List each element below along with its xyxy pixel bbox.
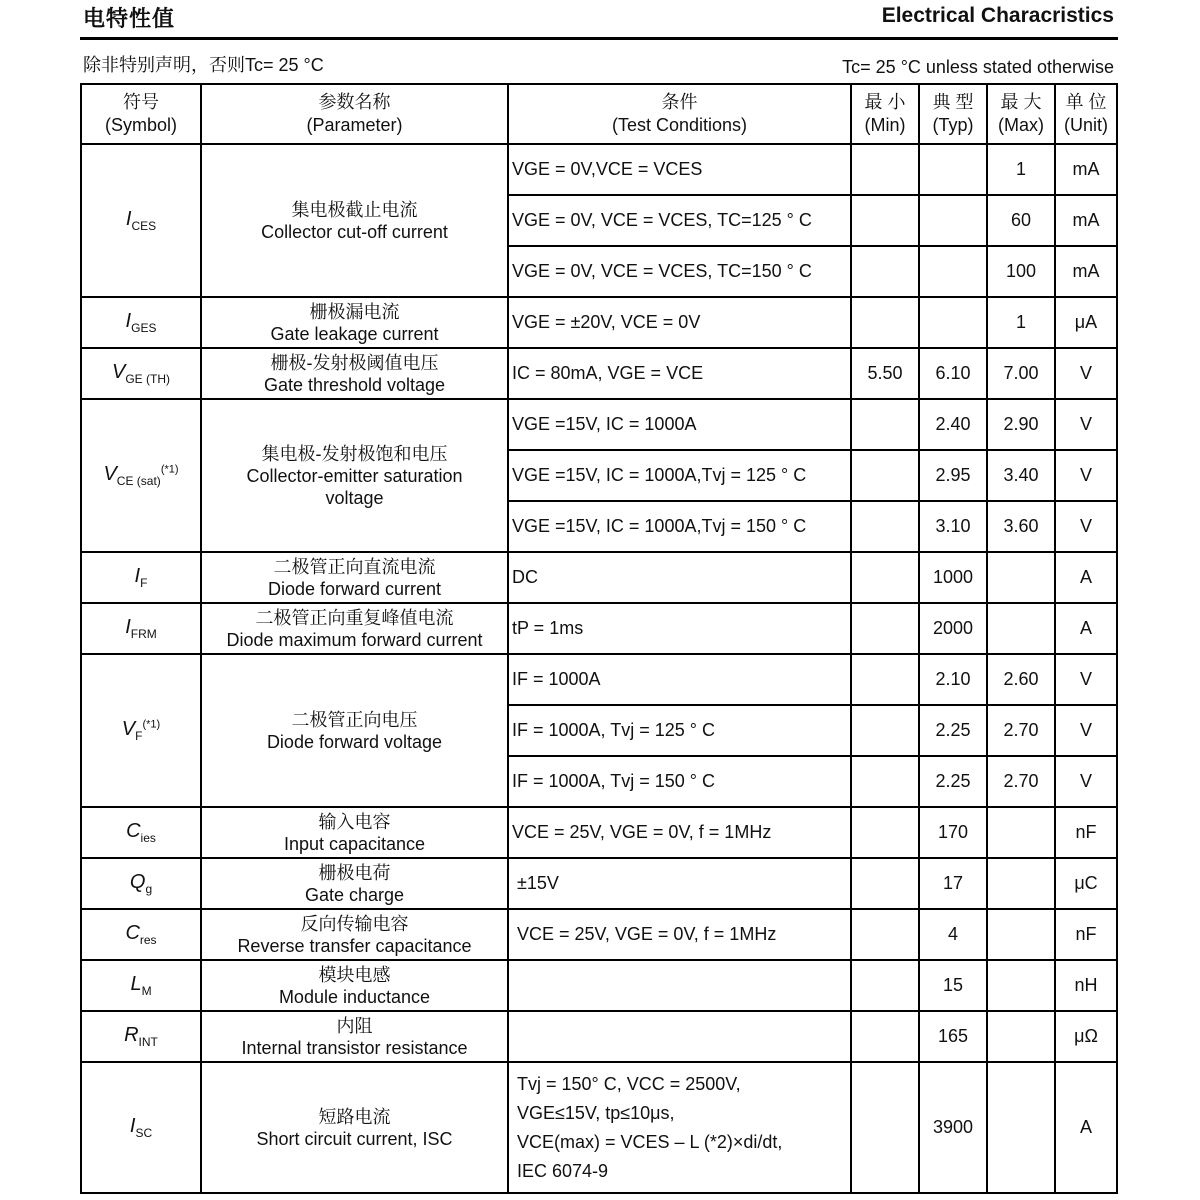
symbol-lm: $L_M$	[81, 960, 201, 1011]
condition-cell: VGE = 0V,VCE = VCES	[508, 144, 851, 195]
min-cell	[851, 654, 919, 705]
unit-cell: μA	[1055, 297, 1117, 348]
param-rint: 内阻 Internal transistor resistance	[201, 1011, 508, 1062]
min-cell	[851, 450, 919, 501]
symbol-ifrm: $I_{FRM}$	[81, 603, 201, 654]
header-symbol: 符号 (Symbol)	[81, 84, 201, 144]
param-cies: 输入电容 Input capacitance	[201, 807, 508, 858]
param-cres: 反向传输电容 Reverse transfer capacitance	[201, 909, 508, 960]
condition-line: IEC 6074-9	[517, 1160, 609, 1181]
note-chinese: 除非特别声明，否则Tc= 25 °C	[83, 55, 324, 75]
unit-cell: V	[1055, 399, 1117, 450]
table-row	[81, 1062, 1117, 1193]
unit-cell: mA	[1055, 195, 1117, 246]
table-row	[81, 1011, 1117, 1062]
min-cell	[851, 399, 919, 450]
min-cell	[851, 756, 919, 807]
min-cell	[851, 144, 919, 195]
typ-cell	[919, 144, 987, 195]
note-english: Tc= 25 °C unless stated otherwise	[842, 57, 1114, 77]
unit-cell: V	[1055, 705, 1117, 756]
header-max: 最 大 (Max)	[987, 84, 1055, 144]
typ-cell: 6.10	[919, 348, 987, 399]
symbol-if: $I_F$	[81, 552, 201, 603]
unit-cell: nH	[1055, 960, 1117, 1011]
header-conditions: 条件 (Test Conditions)	[508, 84, 851, 144]
unit-cell: mA	[1055, 246, 1117, 297]
unit-cell: V	[1055, 756, 1117, 807]
header-unit: 单 位 (Unit)	[1055, 84, 1117, 144]
condition-cell: IF = 1000A	[508, 654, 851, 705]
typ-cell: 4	[919, 909, 987, 960]
max-cell	[987, 960, 1055, 1011]
max-cell	[987, 603, 1055, 654]
param-isc: 短路电流 Short circuit current, ISC	[201, 1062, 508, 1193]
typ-cell: 3.10	[919, 501, 987, 552]
min-cell	[851, 705, 919, 756]
table-row	[81, 348, 1117, 399]
table-row	[81, 144, 1117, 195]
table-row	[81, 552, 1117, 603]
symbol-vf: $V_F^{(*1)}$	[81, 654, 201, 807]
symbol-qg: $Q_g$	[81, 858, 201, 909]
table-row	[81, 960, 1117, 1011]
max-cell: 2.70	[987, 705, 1055, 756]
unit-cell: A	[1055, 1062, 1117, 1193]
condition-line: Tvj = 150° C, VCC = 2500V,	[517, 1073, 741, 1094]
title-divider	[80, 37, 1118, 40]
condition-cell: VCE = 25V, VGE = 0V, f = 1MHz	[508, 807, 851, 858]
header-typ: 典 型 (Typ)	[919, 84, 987, 144]
max-cell: 7.00	[987, 348, 1055, 399]
symbol-iges: $I_{GES}$	[81, 297, 201, 348]
min-cell: 5.50	[851, 348, 919, 399]
min-cell	[851, 807, 919, 858]
header-parameter: 参数名称 (Parameter)	[201, 84, 508, 144]
unit-cell: μΩ	[1055, 1011, 1117, 1062]
max-cell: 60	[987, 195, 1055, 246]
condition-cell: VGE =15V, IC = 1000A,Tvj = 150 ° C	[508, 501, 851, 552]
min-cell	[851, 501, 919, 552]
condition-cell: VGE = 0V, VCE = VCES, TC=125 ° C	[508, 195, 851, 246]
max-cell	[987, 858, 1055, 909]
typ-cell: 2.40	[919, 399, 987, 450]
unit-cell: A	[1055, 552, 1117, 603]
typ-cell: 170	[919, 807, 987, 858]
max-cell	[987, 807, 1055, 858]
max-cell	[987, 1062, 1055, 1193]
min-cell	[851, 603, 919, 654]
min-cell	[851, 552, 919, 603]
symbol-cres: $C_{res}$	[81, 909, 201, 960]
condition-cell: VCE = 25V, VGE = 0V, f = 1MHz	[508, 909, 851, 960]
table-row	[81, 297, 1117, 348]
symbol-ices: $I_{CES}$	[81, 144, 201, 297]
unit-cell: A	[1055, 603, 1117, 654]
condition-cell: VGE = 0V, VCE = VCES, TC=150 ° C	[508, 246, 851, 297]
typ-cell: 2.25	[919, 705, 987, 756]
page-title-chinese: 电特性值	[83, 6, 176, 31]
typ-cell: 15	[919, 960, 987, 1011]
max-cell: 3.60	[987, 501, 1055, 552]
typ-cell: 1000	[919, 552, 987, 603]
symbol-cies: $C_{ies}$	[81, 807, 201, 858]
max-cell	[987, 552, 1055, 603]
param-vf: 二极管正向电压 Diode forward voltage	[201, 654, 508, 807]
typ-cell: 17	[919, 858, 987, 909]
table-row	[81, 603, 1117, 654]
condition-cell	[508, 960, 851, 1011]
max-cell: 2.60	[987, 654, 1055, 705]
min-cell	[851, 909, 919, 960]
min-cell	[851, 297, 919, 348]
max-cell: 2.70	[987, 756, 1055, 807]
max-cell: 1	[987, 144, 1055, 195]
condition-line: VCE(max) = VCES – L (*2)×di/dt,	[517, 1131, 783, 1152]
min-cell	[851, 858, 919, 909]
condition-cell	[508, 1062, 851, 1193]
symbol-isc: $I_{SC}$	[81, 1062, 201, 1193]
table-row	[81, 909, 1117, 960]
param-qg: 栅极电荷 Gate charge	[201, 858, 508, 909]
param-vgeth: 栅极-发射极阈值电压 Gate threshold voltage	[201, 348, 508, 399]
unit-cell: μC	[1055, 858, 1117, 909]
typ-cell: 2.25	[919, 756, 987, 807]
condition-cell: VGE =15V, IC = 1000A	[508, 399, 851, 450]
max-cell: 2.90	[987, 399, 1055, 450]
table-row	[81, 399, 1117, 450]
param-ifrm: 二极管正向重复峰值电流 Diode maximum forward current	[201, 603, 508, 654]
symbol-vgeth: $V_{GE (TH)}$	[81, 348, 201, 399]
unit-cell: V	[1055, 654, 1117, 705]
condition-cell: IF = 1000A, Tvj = 150 ° C	[508, 756, 851, 807]
max-cell: 100	[987, 246, 1055, 297]
condition-cell	[508, 1011, 851, 1062]
table-row	[81, 807, 1117, 858]
min-cell	[851, 246, 919, 297]
max-cell: 3.40	[987, 450, 1055, 501]
typ-cell: 2.95	[919, 450, 987, 501]
condition-cell: tP = 1ms	[508, 603, 851, 654]
header-min: 最 小 (Min)	[851, 84, 919, 144]
unit-cell: mA	[1055, 144, 1117, 195]
max-cell	[987, 1011, 1055, 1062]
table-row	[81, 858, 1117, 909]
typ-cell: 3900	[919, 1062, 987, 1193]
condition-line: VGE≤15V, tp≤10μs,	[517, 1102, 675, 1123]
symbol-rint: $R_{INT}$	[81, 1011, 201, 1062]
min-cell	[851, 1062, 919, 1193]
table-row	[81, 654, 1117, 705]
symbol-vcesat: $V_{CE (sat)}^{(*1)}$	[81, 399, 201, 552]
page-title-english: Electrical Characristics	[881, 4, 1114, 27]
condition-cell: ±15V	[508, 858, 851, 909]
unit-cell: nF	[1055, 909, 1117, 960]
max-cell	[987, 909, 1055, 960]
typ-cell: 2.10	[919, 654, 987, 705]
unit-cell: V	[1055, 450, 1117, 501]
condition-cell: DC	[508, 552, 851, 603]
typ-cell	[919, 297, 987, 348]
unit-cell: nF	[1055, 807, 1117, 858]
min-cell	[851, 195, 919, 246]
param-ices: 集电极截止电流 Collector cut-off current	[201, 144, 508, 297]
characteristics-table	[80, 83, 1118, 1194]
param-vcesat: 集电极-发射极饱和电压 Collector-emitter saturation voltage	[201, 399, 508, 552]
condition-cell: VGE = ±20V, VCE = 0V	[508, 297, 851, 348]
min-cell	[851, 1011, 919, 1062]
param-lm: 模块电感 Module inductance	[201, 960, 508, 1011]
condition-cell: IC = 80mA, VGE = VCE	[508, 348, 851, 399]
condition-cell: IF = 1000A, Tvj = 125 ° C	[508, 705, 851, 756]
typ-cell	[919, 246, 987, 297]
typ-cell: 165	[919, 1011, 987, 1062]
typ-cell: 2000	[919, 603, 987, 654]
unit-cell: V	[1055, 501, 1117, 552]
condition-cell: VGE =15V, IC = 1000A,Tvj = 125 ° C	[508, 450, 851, 501]
max-cell: 1	[987, 297, 1055, 348]
param-if: 二极管正向直流电流 Diode forward current	[201, 552, 508, 603]
min-cell	[851, 960, 919, 1011]
table-header-row	[81, 84, 1117, 144]
param-iges: 栅极漏电流 Gate leakage current	[201, 297, 508, 348]
typ-cell	[919, 195, 987, 246]
unit-cell: V	[1055, 348, 1117, 399]
